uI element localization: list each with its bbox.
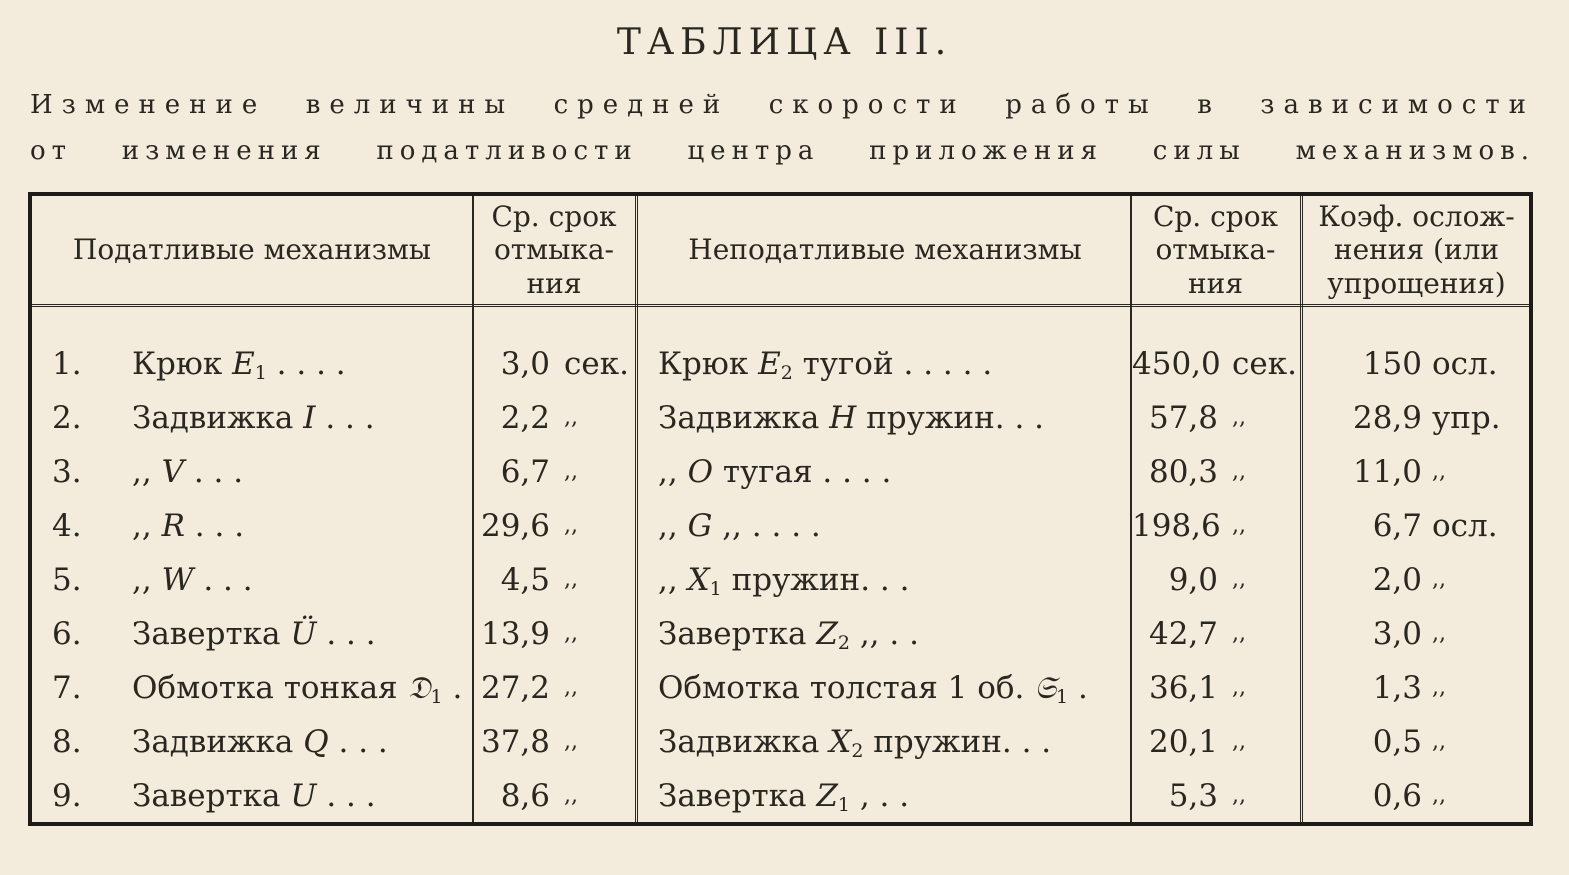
coefficient-value: 2,0	[1372, 562, 1422, 598]
pliable-time-unit: ,,	[564, 405, 578, 430]
pliable-avg-time: 13,9	[480, 616, 550, 652]
mechanism-letter: 𝔖	[1034, 670, 1057, 706]
rigid-avg-time: 9,0	[1168, 562, 1218, 598]
coefficient-unit: ,,	[1432, 621, 1446, 646]
table-subtitle-line-2: от изменения податливости центра приложения силы механизмов.	[30, 136, 1535, 166]
table-subtitle-line-1: Изменение величины средней скорости работы в зависимости	[30, 90, 1535, 120]
mechanism-letter: V	[161, 454, 184, 490]
table-row	[32, 662, 1529, 714]
pliable-avg-time: 3,0	[500, 346, 550, 382]
leader-dots: . . .	[326, 616, 376, 652]
coefficient-unit: ,,	[1432, 675, 1446, 700]
rigid-time-unit: ,,	[1232, 783, 1246, 808]
rigid-avg-time: 57,8	[1148, 400, 1218, 436]
mechanism-letter: X	[687, 562, 710, 598]
leader-dots: . . .	[194, 508, 245, 544]
coefficient-value: 28,9	[1352, 400, 1422, 436]
mechanism-letter: E	[232, 346, 255, 382]
rigid-avg-time: 36,1	[1148, 670, 1218, 706]
mechanism-subscript: 1	[709, 578, 722, 600]
rigid-avg-time: 198,6	[1132, 508, 1221, 544]
pliable-mechanism: Крюк E1 . . . .	[132, 346, 346, 384]
leader-dots: . .	[879, 778, 910, 814]
table-row	[32, 770, 1529, 822]
table-row	[32, 608, 1529, 660]
table-row	[32, 554, 1529, 606]
leader-dots: . . .	[326, 778, 376, 814]
data-table	[28, 192, 1533, 826]
leader-dots: . .	[879, 562, 910, 598]
coefficient-unit: осл.	[1432, 508, 1498, 544]
rigid-time-unit: ,,	[1232, 621, 1246, 646]
leader-dots: . . .	[203, 562, 253, 598]
rigid-time-unit: ,,	[1232, 405, 1246, 430]
pliable-time-unit: ,,	[564, 729, 578, 754]
coefficient-unit: ,,	[1432, 783, 1446, 808]
leader-dots: . . . .	[822, 454, 892, 490]
header-complication-coefficient: Коэф. ослож- нения (или упрощения)	[1318, 200, 1515, 300]
rigid-time-unit: сек.	[1232, 346, 1297, 382]
pliable-time-unit: ,,	[564, 459, 578, 484]
rigid-avg-time: 450,0	[1132, 346, 1221, 382]
row-number: 8.	[52, 724, 82, 760]
leader-dots: . .	[1021, 724, 1052, 760]
row-number: 6.	[52, 616, 82, 652]
coefficient-value: 1,3	[1372, 670, 1422, 706]
pliable-time-unit: ,,	[564, 621, 578, 646]
mechanism-subscript: 1	[837, 794, 850, 816]
mechanism-letter: Ü	[290, 616, 317, 652]
pliable-mechanism: ,, W . . .	[132, 562, 253, 598]
pliable-avg-time: 6,7	[500, 454, 550, 490]
rigid-mechanism: Задвижка H пружин. . .	[658, 400, 1045, 436]
pliable-avg-time: 37,8	[480, 724, 550, 760]
table-row	[32, 392, 1529, 444]
rigid-mechanism: ,, X1 пружин. . .	[658, 562, 910, 600]
pliable-mechanism: ,, V . . .	[132, 454, 244, 490]
rigid-time-unit: ,,	[1232, 513, 1246, 538]
header-avg-time-rigid: Ср. срок отмыка- ния	[1152, 200, 1279, 300]
pliable-avg-time: 2,2	[500, 400, 550, 436]
mechanism-letter: E	[758, 346, 781, 382]
header-rigid-mechanisms: Неподатливые механизмы	[688, 233, 1082, 267]
pliable-time-unit: ,,	[564, 675, 578, 700]
row-number: 1.	[52, 346, 82, 382]
mechanism-letter: W	[161, 562, 194, 598]
rigid-avg-time: 5,3	[1168, 778, 1218, 814]
mechanism-letter: U	[290, 778, 317, 814]
coefficient-unit: ,,	[1432, 459, 1446, 484]
pliable-mechanism: ,, R . . .	[132, 508, 245, 544]
mechanism-letter: Q	[303, 724, 329, 760]
pliable-avg-time: 27,2	[480, 670, 550, 706]
leader-dots: . . .	[338, 724, 388, 760]
mechanism-subscript: 1	[430, 686, 443, 708]
leader-dots: . . . .	[276, 346, 346, 382]
coefficient-value: 6,7	[1372, 508, 1422, 544]
leader-dots: . .	[889, 616, 919, 652]
mechanism-subscript: 2	[851, 740, 864, 762]
mechanism-letter: H	[829, 400, 857, 436]
rigid-time-unit: ,,	[1232, 675, 1246, 700]
table-row	[32, 716, 1529, 768]
pliable-time-unit: ,,	[564, 567, 578, 592]
rigid-avg-time: 42,7	[1148, 616, 1218, 652]
mechanism-letter: O	[687, 454, 713, 490]
rigid-time-unit: ,,	[1232, 729, 1246, 754]
mechanism-letter: G	[687, 508, 713, 544]
mechanism-subscript: 2	[837, 632, 850, 654]
table-row	[32, 338, 1529, 390]
rigid-mechanism: Завертка Z2 ,, . .	[658, 616, 919, 654]
leader-dots: . . .	[193, 454, 244, 490]
rigid-mechanism: Завертка Z1 , . .	[658, 778, 910, 816]
leader-dots: . .	[1014, 400, 1045, 436]
coefficient-value: 0,5	[1372, 724, 1422, 760]
coefficient-unit: упр.	[1432, 400, 1501, 436]
pliable-mechanism: Завертка Ü . . .	[132, 616, 376, 652]
rigid-mechanism: Обмотка толстая 1 об. 𝔖1 .	[658, 670, 1088, 708]
mechanism-letter: Z	[816, 778, 838, 814]
row-number: 5.	[52, 562, 82, 598]
rigid-avg-time: 80,3	[1148, 454, 1218, 490]
mechanism-subscript: 2	[780, 362, 793, 384]
pliable-time-unit: сек.	[564, 346, 629, 382]
pliable-avg-time: 4,5	[500, 562, 550, 598]
rigid-mechanism: ,, G ,, . . . .	[658, 508, 821, 544]
coefficient-value: 11,0	[1352, 454, 1422, 490]
table-row	[32, 500, 1529, 552]
row-number: 3.	[52, 454, 82, 490]
header-pliable-mechanisms: Податливые механизмы	[72, 233, 432, 267]
pliable-mechanism: Задвижка Q . . .	[132, 724, 388, 760]
row-number: 7.	[52, 670, 82, 706]
leader-dots: . . . . .	[903, 346, 993, 382]
coefficient-unit: ,,	[1432, 729, 1446, 754]
coefficient-value: 3,0	[1372, 616, 1422, 652]
pliable-avg-time: 8,6	[500, 778, 550, 814]
leader-dots: . . . .	[751, 508, 821, 544]
table-title: ТАБЛИЦА III.	[616, 22, 953, 63]
leader-dots: . . .	[325, 400, 375, 436]
mechanism-letter: R	[161, 508, 185, 544]
row-number: 9.	[52, 778, 82, 814]
pliable-mechanism: Задвижка I . . .	[132, 400, 375, 436]
rigid-avg-time: 20,1	[1148, 724, 1218, 760]
mechanism-letter: X	[829, 724, 852, 760]
rigid-time-unit: ,,	[1232, 567, 1246, 592]
pliable-time-unit: ,,	[564, 783, 578, 808]
rigid-mechanism: Крюк E2 тугой . . . . .	[658, 346, 993, 384]
row-number: 2.	[52, 400, 82, 436]
header-avg-time-pliable: Ср. срок отмыка- ния	[491, 200, 617, 300]
mechanism-letter: 𝔇	[407, 670, 431, 706]
row-number: 4.	[52, 508, 82, 544]
pliable-time-unit: ,,	[564, 513, 578, 538]
table-row	[32, 446, 1529, 498]
mechanism-subscript: 1	[254, 362, 267, 384]
pliable-mechanism: Завертка U . . .	[132, 778, 376, 814]
rigid-time-unit: ,,	[1232, 459, 1246, 484]
rigid-mechanism: Задвижка X2 пружин. . .	[658, 724, 1052, 762]
mechanism-letter: Z	[816, 616, 838, 652]
pliable-mechanism: Обмотка тонкая 𝔇1 .	[132, 670, 463, 708]
coefficient-value: 150	[1362, 346, 1422, 382]
coefficient-value: 0,6	[1372, 778, 1422, 814]
rigid-mechanism: ,, O тугая . . . .	[658, 454, 892, 490]
coefficient-unit: ,,	[1432, 567, 1446, 592]
leader-dots: .	[452, 670, 463, 706]
header-separator	[32, 304, 1529, 313]
mechanism-subscript: 1	[1056, 686, 1069, 708]
leader-dots: .	[1077, 670, 1088, 706]
pliable-avg-time: 29,6	[480, 508, 550, 544]
mechanism-letter: I	[303, 400, 316, 436]
coefficient-unit: осл.	[1432, 346, 1498, 382]
